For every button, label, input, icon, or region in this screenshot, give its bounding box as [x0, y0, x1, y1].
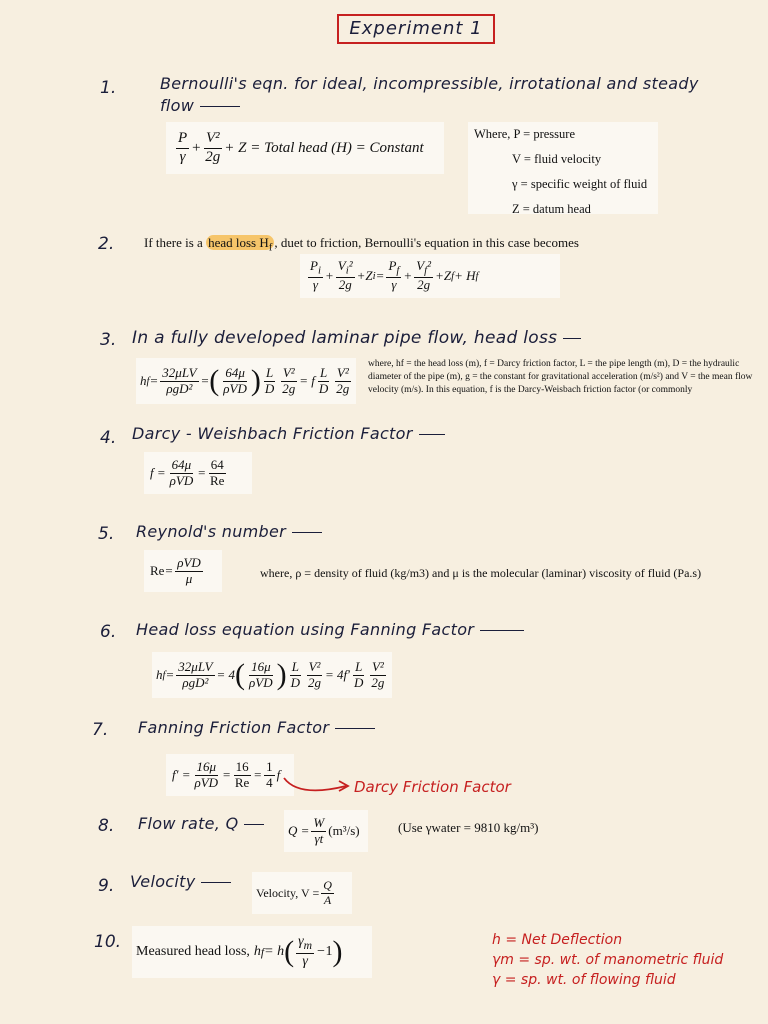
- equation-fanning-headloss: h f = $\frac{\text{32μLV}}{\text{ρgD²}}$ = 4 ( $\frac{16\mu}{\text{ρVD}}$ ) $\frac{L}{D}$ $\frac{\text{V²}}{2g}$ = 4f′ $\frac{L}{D}$ $\frac{\text{V²}}{2g}$: [152, 652, 392, 698]
- where-text-5: where, ρ = density of fluid (kg/m3) and μ is the molecular (laminar) viscosity of fluid (Pa.s): [260, 566, 702, 580]
- equation-velocity: Velocity, V = $\frac{Q}{A}$: [252, 872, 352, 914]
- item-number-8: 8.: [98, 816, 115, 836]
- item-heading-9: Velocity: [130, 872, 231, 891]
- item-number-5: 5.: [98, 524, 115, 544]
- item-number-1: 1.: [100, 78, 117, 98]
- item-heading-3: In a fully developed laminar pipe flow, head loss: [132, 328, 581, 348]
- where-box-1: Where, P = pressure V = fluid velocity γ = specific weight of fluid Z = datum head: [468, 122, 658, 214]
- item-heading-6: Head loss equation using Fanning Factor: [136, 620, 524, 639]
- annotation-darcy-factor: Darcy Friction Factor: [354, 778, 511, 796]
- item-number-4: 4.: [100, 428, 117, 448]
- flow-rate-note: (Use γwater = 9810 kg/m³): [398, 820, 539, 835]
- equation-fanning-factor: f′ = $\frac{16\mu}{\text{ρVD}}$ = $\frac{16}{Re}$ = $\frac{1}{4}$ f: [166, 754, 294, 796]
- equation-bernoulli: $\frac{P}{\gamma}$ + $\frac{\text{V²}}{2g}$ + Z = Total head (H) = Constant: [166, 122, 444, 174]
- item-number-9: 9.: [98, 876, 115, 896]
- equation-flow-rate: Q = $\frac{W}{\gamma t}$ (m³/s): [284, 810, 368, 852]
- equation-bernoulli-loss: $\frac{P_i}{\gamma}$ + $\frac{V_i^2}{2g}$ +Z i = $\frac{P_f}{\gamma}$ + $\frac{V_f^2}{2g}$ +Z f + H f: [300, 254, 560, 298]
- item-heading-1: Bernoulli's eqn. for ideal, incompressible, irrotational and steady: [160, 74, 699, 93]
- item-number-2: 2.: [98, 234, 115, 254]
- where-text-3: where, hf = the head loss (m), f = Darcy friction factor, L = the pipe length (m), D = the hydraulic diameter of the pipe (m), g = the constant for gravitational acceleration (m/s²) and V = the mean flow velocity (m/s). In this equation, f is the Darcy-Weisbach friction factor (or commonly: [368, 359, 753, 395]
- item-number-3: 3.: [100, 330, 117, 350]
- item-number-7: 7.: [92, 720, 109, 740]
- item-heading-4: Darcy - Weishbach Friction Factor: [132, 424, 445, 443]
- item-number-6: 6.: [100, 622, 117, 642]
- page-title: Experiment 1: [337, 14, 495, 44]
- item-heading-8: Flow rate, Q: [138, 814, 264, 833]
- annotation-deflection: h = Net Deflection γm = sp. wt. of manometric fluid γ = sp. wt. of flowing fluid: [492, 932, 724, 988]
- item-number-10: 10.: [94, 932, 122, 952]
- equation-measured-headloss: Measured head loss, h f = h ( $\frac{\gamma_m}{\gamma}$ − 1 ): [132, 926, 372, 978]
- item-heading-1b: flow: [160, 96, 240, 115]
- item-heading-5: Reynold's number: [136, 522, 322, 541]
- item-text-2: If there is a head loss $H_f$ , duet to friction, Bernoulli's equation in this case becomes: [144, 235, 579, 254]
- equation-reynolds: Re = $\frac{\text{ρVD}}{\mu}$: [144, 550, 222, 592]
- equation-laminar-headloss: h f = $\frac{\text{32μLV}}{\text{ρgD²}}$ = ( $\frac{64\mu}{\text{ρVD}}$ ) $\frac{L}{D}$ $\frac{\text{V²}}{2g}$ = f $\frac{L}{D}$ $\frac{\text{V²}}{2g}$: [136, 358, 356, 404]
- arrow-icon: [282, 770, 354, 796]
- item-heading-7: Fanning Friction Factor: [138, 718, 375, 737]
- equation-darcy-factor: f = $\frac{64\mu}{\text{ρVD}}$ = $\frac{64}{Re}$: [144, 452, 252, 494]
